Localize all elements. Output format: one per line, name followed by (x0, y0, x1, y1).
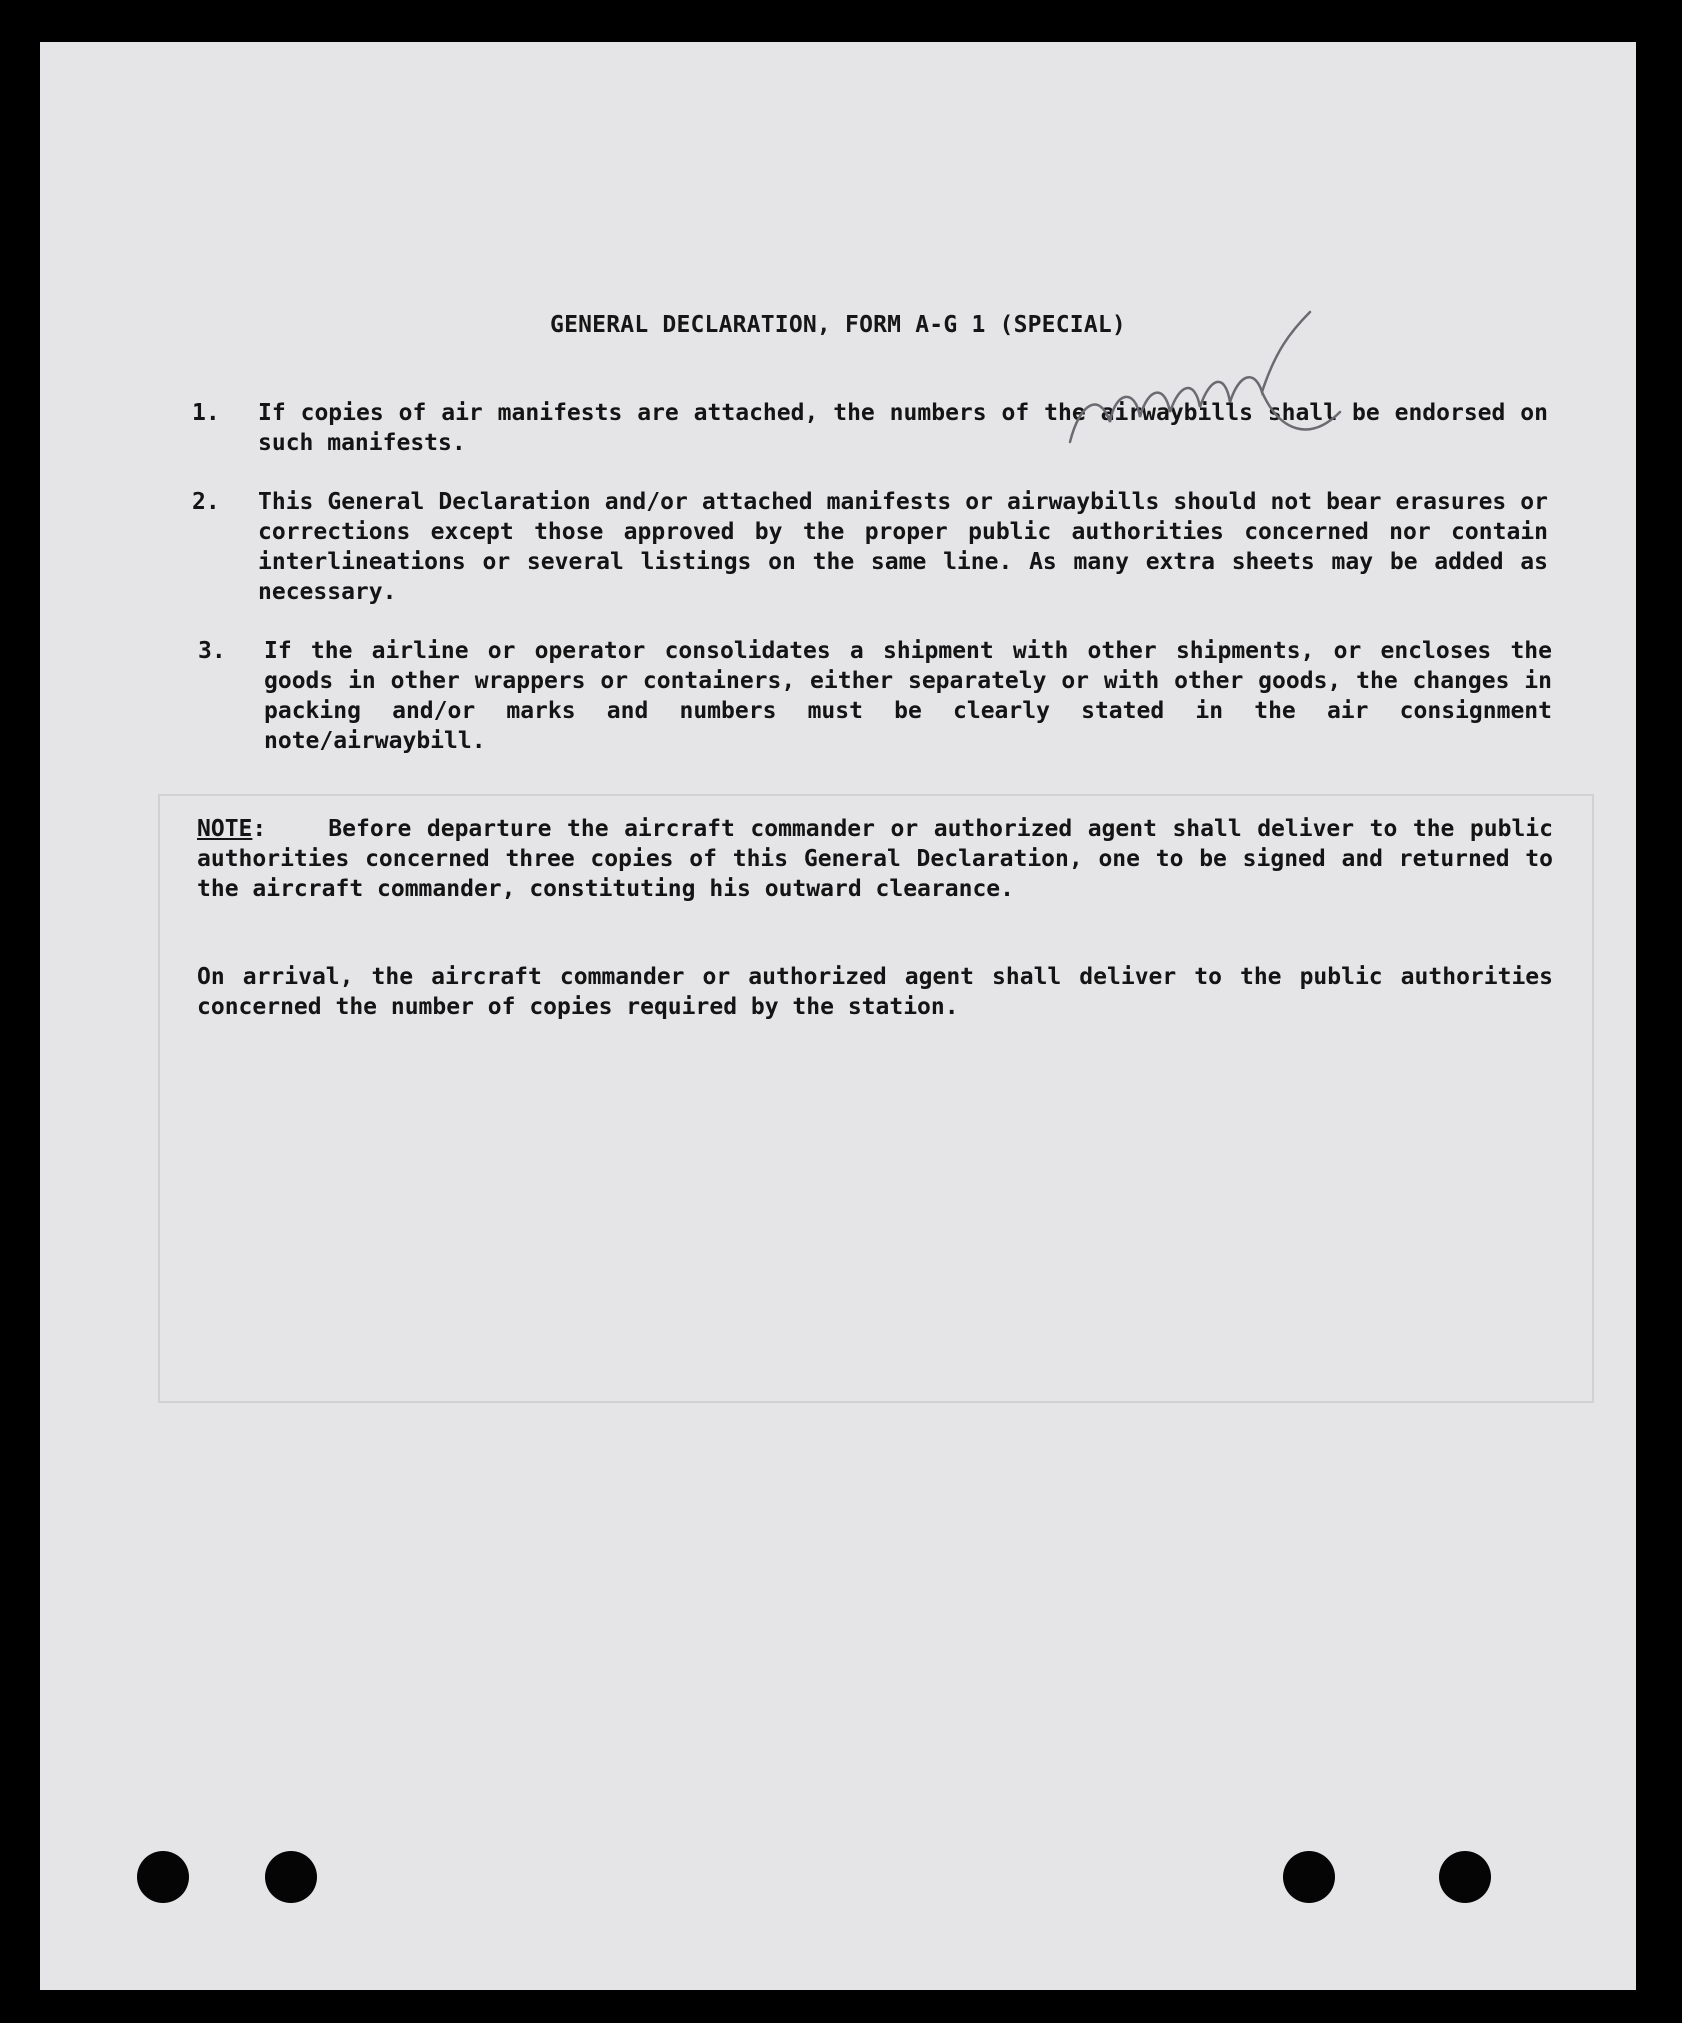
document-page (40, 42, 1636, 1990)
item-3-text: If the airline or operator consolidates a shipment with other shipments, or encloses the goods in other wrappers or containers, either separately or with other goods, the changes in packing and/or marks and numbers must be clearly stated in the air consignment note/airwaybill. (264, 638, 1552, 754)
handwritten-signature (1040, 292, 1380, 492)
item-1-text: If copies of air manifests are attached, the numbers of the airwaybills shall be endorsed on such manifests. (258, 400, 1548, 456)
punch-hole (1439, 1851, 1491, 1903)
note-text: Before departure the aircraft commander or authorized agent shall deliver to the public authorities concerned three copies of this General Declaration, one to be signed and returned to the aircraft commander, constituting his outward clearance. (197, 816, 1553, 902)
note-label: NOTE (197, 816, 253, 842)
item-2-text: This General Declaration and/or attached manifests or airwaybills should not bear erasures or corrections except those approved by the proper public authorities concerned nor contain interlineations or several listings on the same line. As many extra sheets may be added as necessary. (258, 489, 1548, 605)
punch-hole (1283, 1851, 1335, 1903)
item-3-number: 3. (198, 638, 226, 664)
punch-hole (137, 1851, 189, 1903)
punch-hole (265, 1851, 317, 1903)
item-2-number: 2. (192, 489, 220, 515)
document-title: GENERAL DECLARATION, FORM A-G 1 (SPECIAL) (550, 312, 1126, 338)
item-1-number: 1. (192, 400, 220, 426)
note-paragraph: NOTE: Before departure the aircraft commander or authorized agent shall deliver to the public authorities concerned three copies of this General Declaration, one to be signed and returned to the aircraft commander, constituting his outward clearance. (197, 816, 1553, 902)
arrival-paragraph: On arrival, the aircraft commander or authorized agent shall deliver to the public authorities concerned the number of copies required by the station. (197, 964, 1553, 1020)
